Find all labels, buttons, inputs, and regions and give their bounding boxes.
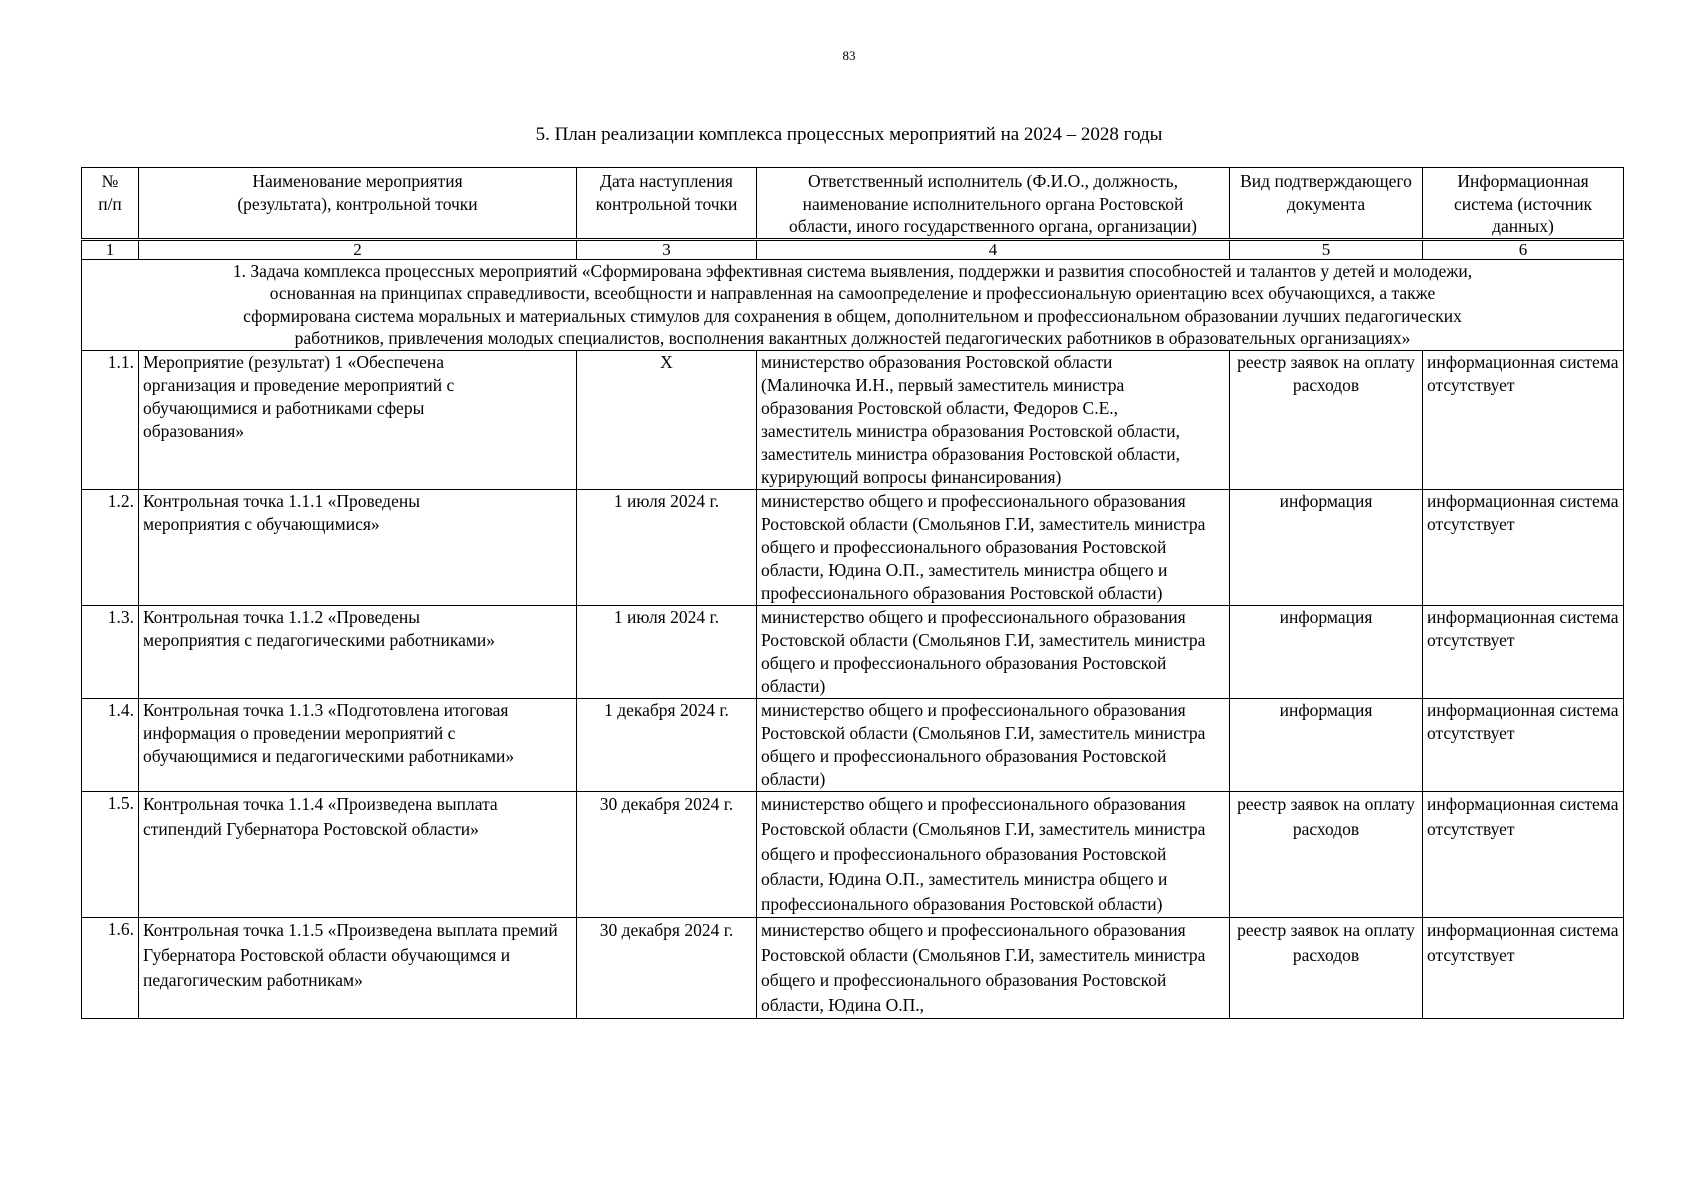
column-number: 3: [577, 239, 757, 259]
header-responsible: Ответственный исполнитель (Ф.И.О., должность, наименование исполнительного органа Ростовской области, иного государственного органа, организации): [757, 168, 1230, 240]
table-row: [82, 698, 1624, 791]
column-number: 5: [1230, 239, 1423, 259]
row-date: 30 декабря 2024 г.: [577, 917, 757, 1018]
row-date: 1 июля 2024 г.: [577, 605, 757, 698]
row-system: информационная система отсутствует: [1423, 791, 1624, 917]
row-system: информационная система отсутствует: [1423, 350, 1624, 489]
row-date: 1 декабря 2024 г.: [577, 698, 757, 791]
table-row: [82, 350, 1624, 489]
row-document: информация: [1230, 605, 1423, 698]
column-number-row: [82, 239, 1624, 259]
header-system: Информационная система (источник данных): [1423, 168, 1624, 240]
row-responsible: министерство образования Ростовской области (Малиночка И.Н., первый заместитель министра образования Ростовской области, Федоров С.Е., заместитель министра образования Ростовской области, заместитель министра образования Ростовской области, курирующий вопросы финансирования): [757, 350, 1230, 489]
row-responsible: министерство общего и профессионального образования Ростовской области (Смольянов Г.И, заместитель министра общего и профессионального образования Ростовской области, Юдина О.П.,: [757, 917, 1230, 1018]
row-system: информационная система отсутствует: [1423, 917, 1624, 1018]
document-title: 5. План реализации комплекса процессных мероприятий на 2024 – 2028 годы: [535, 124, 1163, 145]
header-doc: Вид подтверждающего документа: [1230, 168, 1423, 240]
row-number: 1.3.: [82, 605, 139, 698]
header-name: Наименование мероприятия (результата), контрольной точки: [139, 168, 577, 240]
column-number: 4: [757, 239, 1230, 259]
row-responsible: министерство общего и профессионального образования Ростовской области (Смольянов Г.И, заместитель министра общего и профессионального образования Ростовской области, Юдина О.П., заместитель министра общего и профессионального образования Ростовской области): [757, 791, 1230, 917]
row-name: Контрольная точка 1.1.3 «Подготовлена итоговая информация о проведении мероприятий с обучающимися и педагогическими работниками»: [139, 698, 577, 791]
header-row: [82, 168, 1624, 240]
table-row: [82, 917, 1624, 1018]
row-document: реестр заявок на оплату расходов: [1230, 917, 1423, 1018]
row-system: информационная система отсутствует: [1423, 698, 1624, 791]
row-document: информация: [1230, 698, 1423, 791]
column-number: 1: [82, 239, 139, 259]
section-row: [82, 259, 1624, 350]
header-num: № п/п: [82, 168, 139, 240]
row-responsible: министерство общего и профессионального образования Ростовской области (Смольянов Г.И, заместитель министра общего и профессионального образования Ростовской области): [757, 605, 1230, 698]
row-number: 1.6.: [82, 917, 139, 1018]
row-name: Контрольная точка 1.1.5 «Произведена выплата премий Губернатора Ростовской области обучающимся и педагогическим работникам»: [139, 917, 577, 1018]
row-responsible: министерство общего и профессионального образования Ростовской области (Смольянов Г.И, заместитель министра общего и профессионального образования Ростовской области): [757, 698, 1230, 791]
table-row: [82, 489, 1624, 605]
row-system: информационная система отсутствует: [1423, 489, 1624, 605]
row-name: Контрольная точка 1.1.2 «Проведены мероприятия с педагогическими работниками»: [139, 605, 577, 698]
row-system: информационная система отсутствует: [1423, 605, 1624, 698]
section-heading: 1. Задача комплекса процессных мероприятий «Сформирована эффективная система выявления, поддержки и развития способностей и талантов у детей и молодежи, основанная на принципах справедливости, всеобщности и направленная на самоопределение и профессиональную ориентацию всех обучающихся, а также сформирована система моральных и материальных стимулов для сохранения в общем, дополнительном и профессиональном образовании лучших педагогических работников, привлечения молодых специалистов, восполнения вакантных должностей педагогических работников в образовательных организациях»: [82, 259, 1624, 350]
row-document: реестр заявок на оплату расходов: [1230, 350, 1423, 489]
page-number: 83: [842, 48, 856, 63]
row-name: Контрольная точка 1.1.4 «Произведена выплата стипендий Губернатора Ростовской области»: [139, 791, 577, 917]
row-number: 1.1.: [82, 350, 139, 489]
row-name: Контрольная точка 1.1.1 «Проведены мероприятия с обучающимися»: [139, 489, 577, 605]
plan-table: [81, 167, 1624, 1019]
column-number: 6: [1423, 239, 1624, 259]
row-document: информация: [1230, 489, 1423, 605]
row-number: 1.2.: [82, 489, 139, 605]
table-row: [82, 791, 1624, 917]
row-date: X: [577, 350, 757, 489]
row-number: 1.5.: [82, 791, 139, 917]
row-date: 30 декабря 2024 г.: [577, 791, 757, 917]
row-date: 1 июля 2024 г.: [577, 489, 757, 605]
row-document: реестр заявок на оплату расходов: [1230, 791, 1423, 917]
row-name: Мероприятие (результат) 1 «Обеспечена организация и проведение мероприятий с обучающимися и работниками сферы образования»: [139, 350, 577, 489]
row-responsible: министерство общего и профессионального образования Ростовской области (Смольянов Г.И, заместитель министра общего и профессионального образования Ростовской области, Юдина О.П., заместитель министра общего и профессионального образования Ростовской области): [757, 489, 1230, 605]
row-number: 1.4.: [82, 698, 139, 791]
table-row: [82, 605, 1624, 698]
column-number: 2: [139, 239, 577, 259]
header-date: Дата наступления контрольной точки: [577, 168, 757, 240]
